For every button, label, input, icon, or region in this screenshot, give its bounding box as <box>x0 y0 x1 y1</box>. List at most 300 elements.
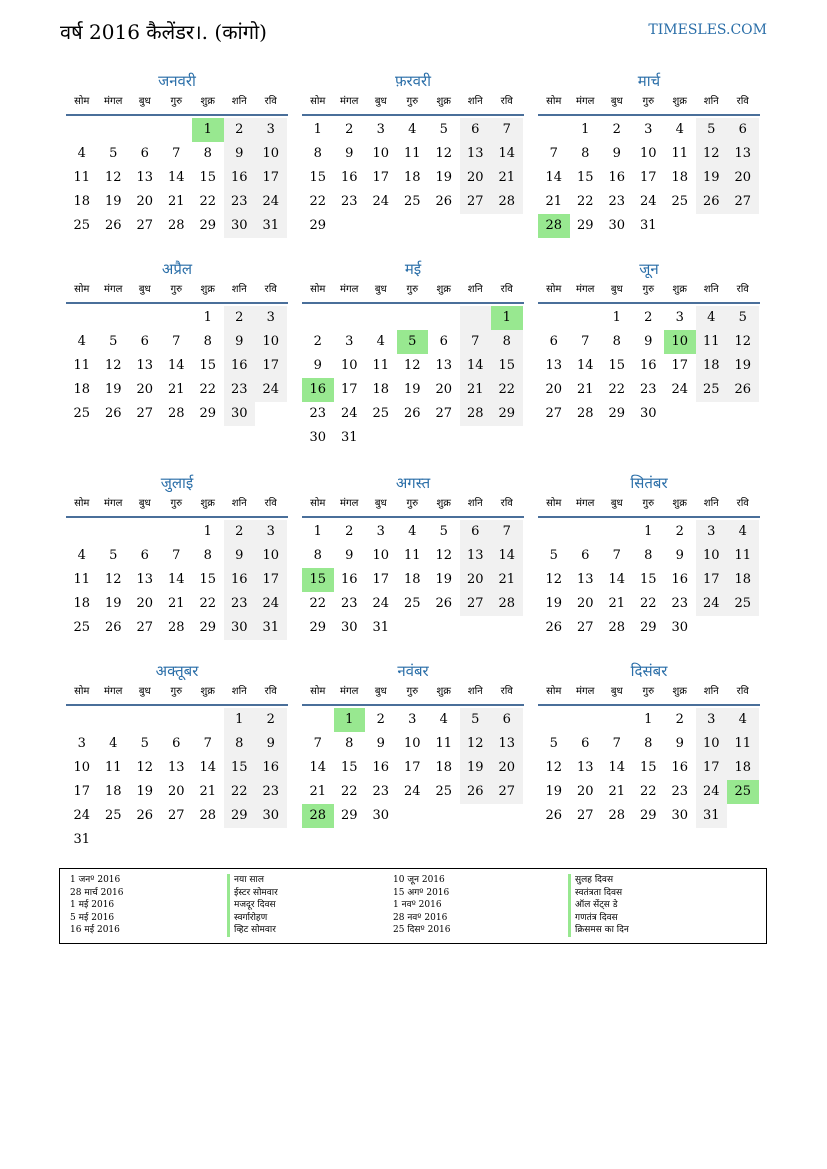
day-cell[interactable]: 21 <box>199 784 217 799</box>
day-cell[interactable]: 28 <box>460 402 492 426</box>
day-cell[interactable]: 21 <box>576 382 594 397</box>
day-cell[interactable]: 6 <box>439 334 448 349</box>
day-cell[interactable]: 21 <box>491 166 523 190</box>
day-cell[interactable]: 21 <box>608 596 626 611</box>
day-cell[interactable]: 2 <box>376 712 385 727</box>
day-cell[interactable]: 1 <box>612 310 621 325</box>
day-cell[interactable]: 24 <box>255 378 287 402</box>
day-cell[interactable]: 26 <box>104 218 122 233</box>
day-cell[interactable]: 1 <box>192 118 224 142</box>
day-cell[interactable]: 2 <box>612 122 621 137</box>
day-cell[interactable]: 29 <box>199 620 217 635</box>
day-cell[interactable]: 20 <box>167 784 185 799</box>
day-cell[interactable]: 26 <box>727 378 759 402</box>
day-cell[interactable]: 31 <box>372 620 390 635</box>
day-cell[interactable]: 9 <box>675 736 684 751</box>
day-cell[interactable]: 31 <box>340 430 358 445</box>
day-cell[interactable]: 24 <box>696 592 728 616</box>
day-cell[interactable]: 23 <box>671 784 689 799</box>
day-cell[interactable]: 29 <box>199 218 217 233</box>
day-cell[interactable]: 17 <box>372 572 390 587</box>
day-cell[interactable]: 14 <box>167 170 185 185</box>
day-cell[interactable]: 14 <box>608 760 626 775</box>
day-cell[interactable]: 18 <box>73 596 91 611</box>
day-cell[interactable]: 8 <box>203 548 212 563</box>
day-cell[interactable]: 14 <box>545 170 563 185</box>
day-cell[interactable]: 28 <box>302 804 334 828</box>
day-cell[interactable]: 30 <box>224 402 256 426</box>
day-cell[interactable]: 12 <box>104 358 122 373</box>
day-cell[interactable]: 27 <box>136 620 154 635</box>
day-cell[interactable]: 7 <box>172 548 181 563</box>
day-cell[interactable]: 26 <box>545 620 563 635</box>
day-cell[interactable]: 16 <box>224 166 256 190</box>
day-cell[interactable]: 26 <box>460 780 492 804</box>
day-cell[interactable]: 15 <box>491 354 523 378</box>
day-cell[interactable]: 16 <box>302 378 334 402</box>
day-cell[interactable]: 4 <box>408 122 417 137</box>
day-cell[interactable]: 12 <box>696 142 728 166</box>
day-cell[interactable]: 15 <box>608 358 626 373</box>
day-cell[interactable]: 29 <box>199 406 217 421</box>
day-cell[interactable]: 1 <box>581 122 590 137</box>
day-cell[interactable]: 12 <box>545 572 563 587</box>
day-cell[interactable]: 12 <box>460 732 492 756</box>
day-cell[interactable]: 26 <box>104 620 122 635</box>
day-cell[interactable]: 13 <box>576 572 594 587</box>
day-cell[interactable]: 23 <box>224 190 256 214</box>
day-cell[interactable]: 13 <box>460 544 492 568</box>
day-cell[interactable]: 9 <box>255 732 287 756</box>
day-cell[interactable]: 5 <box>140 736 149 751</box>
day-cell[interactable]: 7 <box>313 736 322 751</box>
day-cell[interactable]: 25 <box>671 194 689 209</box>
day-cell[interactable]: 19 <box>104 194 122 209</box>
day-cell[interactable]: 17 <box>696 568 728 592</box>
day-cell[interactable]: 6 <box>140 334 149 349</box>
day-cell[interactable]: 5 <box>439 122 448 137</box>
day-cell[interactable]: 7 <box>460 330 492 354</box>
day-cell[interactable]: 2 <box>255 708 287 732</box>
day-cell[interactable]: 6 <box>491 708 523 732</box>
day-cell[interactable]: 8 <box>345 736 354 751</box>
day-cell[interactable]: 22 <box>224 780 256 804</box>
day-cell[interactable]: 10 <box>255 142 287 166</box>
day-cell[interactable]: 4 <box>77 548 86 563</box>
day-cell[interactable]: 1 <box>491 306 523 330</box>
day-cell[interactable]: 20 <box>136 194 154 209</box>
day-cell[interactable]: 19 <box>435 170 453 185</box>
day-cell[interactable]: 12 <box>435 548 453 563</box>
day-cell[interactable]: 10 <box>372 548 390 563</box>
day-cell[interactable]: 6 <box>460 520 492 544</box>
day-cell[interactable]: 30 <box>309 430 327 445</box>
day-cell[interactable]: 7 <box>491 118 523 142</box>
day-cell[interactable]: 10 <box>340 358 358 373</box>
day-cell[interactable]: 27 <box>491 780 523 804</box>
day-cell[interactable]: 7 <box>172 334 181 349</box>
day-cell[interactable]: 28 <box>491 592 523 616</box>
day-cell[interactable]: 6 <box>581 736 590 751</box>
day-cell[interactable]: 13 <box>545 358 563 373</box>
day-cell[interactable]: 2 <box>675 712 684 727</box>
day-cell[interactable]: 22 <box>340 784 358 799</box>
day-cell[interactable]: 4 <box>109 736 118 751</box>
day-cell[interactable]: 11 <box>727 732 759 756</box>
day-cell[interactable]: 14 <box>167 572 185 587</box>
day-cell[interactable]: 26 <box>403 406 421 421</box>
day-cell[interactable]: 13 <box>435 358 453 373</box>
day-cell[interactable]: 19 <box>403 382 421 397</box>
day-cell[interactable]: 11 <box>727 544 759 568</box>
day-cell[interactable]: 20 <box>727 166 759 190</box>
day-cell[interactable]: 20 <box>136 382 154 397</box>
day-cell[interactable]: 21 <box>460 378 492 402</box>
day-cell[interactable]: 25 <box>435 784 453 799</box>
day-cell[interactable]: 9 <box>224 142 256 166</box>
day-cell[interactable]: 13 <box>491 732 523 756</box>
day-cell[interactable]: 23 <box>671 596 689 611</box>
day-cell[interactable]: 15 <box>340 760 358 775</box>
day-cell[interactable]: 14 <box>167 358 185 373</box>
day-cell[interactable]: 14 <box>608 572 626 587</box>
day-cell[interactable]: 9 <box>224 544 256 568</box>
day-cell[interactable]: 11 <box>73 572 91 587</box>
day-cell[interactable]: 15 <box>199 358 217 373</box>
day-cell[interactable]: 30 <box>671 620 689 635</box>
day-cell[interactable]: 13 <box>136 358 154 373</box>
day-cell[interactable]: 28 <box>199 808 217 823</box>
day-cell[interactable]: 25 <box>727 592 759 616</box>
day-cell[interactable]: 1 <box>644 524 653 539</box>
day-cell[interactable]: 27 <box>136 406 154 421</box>
day-cell[interactable]: 21 <box>309 784 327 799</box>
day-cell[interactable]: 3 <box>408 712 417 727</box>
day-cell[interactable]: 30 <box>639 406 657 421</box>
day-cell[interactable]: 30 <box>608 218 626 233</box>
day-cell[interactable]: 23 <box>372 784 390 799</box>
day-cell[interactable]: 3 <box>376 524 385 539</box>
day-cell[interactable]: 31 <box>255 616 287 640</box>
day-cell[interactable]: 8 <box>224 732 256 756</box>
day-cell[interactable]: 4 <box>696 306 728 330</box>
day-cell[interactable]: 25 <box>403 194 421 209</box>
day-cell[interactable]: 10 <box>696 544 728 568</box>
day-cell[interactable]: 17 <box>403 760 421 775</box>
day-cell[interactable]: 29 <box>491 402 523 426</box>
day-cell[interactable]: 13 <box>727 142 759 166</box>
day-cell[interactable]: 22 <box>491 378 523 402</box>
day-cell[interactable]: 27 <box>136 218 154 233</box>
day-cell[interactable]: 8 <box>313 146 322 161</box>
day-cell[interactable]: 19 <box>435 572 453 587</box>
day-cell[interactable]: 11 <box>73 170 91 185</box>
day-cell[interactable]: 29 <box>340 808 358 823</box>
day-cell[interactable]: 28 <box>608 620 626 635</box>
day-cell[interactable]: 11 <box>671 146 689 161</box>
day-cell[interactable]: 4 <box>727 708 759 732</box>
day-cell[interactable]: 12 <box>403 358 421 373</box>
day-cell[interactable]: 25 <box>73 406 91 421</box>
day-cell[interactable]: 2 <box>345 122 354 137</box>
day-cell[interactable]: 5 <box>460 708 492 732</box>
day-cell[interactable]: 26 <box>104 406 122 421</box>
day-cell[interactable]: 21 <box>608 784 626 799</box>
day-cell[interactable]: 16 <box>340 170 358 185</box>
day-cell[interactable]: 8 <box>203 146 212 161</box>
day-cell[interactable]: 11 <box>403 548 421 563</box>
day-cell[interactable]: 6 <box>460 118 492 142</box>
day-cell[interactable]: 28 <box>538 214 570 238</box>
day-cell[interactable]: 21 <box>491 568 523 592</box>
day-cell[interactable]: 3 <box>255 118 287 142</box>
day-cell[interactable]: 11 <box>435 736 453 751</box>
day-cell[interactable]: 30 <box>224 616 256 640</box>
day-cell[interactable]: 14 <box>491 142 523 166</box>
day-cell[interactable]: 9 <box>376 736 385 751</box>
day-cell[interactable]: 21 <box>167 596 185 611</box>
day-cell[interactable]: 24 <box>403 784 421 799</box>
day-cell[interactable]: 10 <box>403 736 421 751</box>
day-cell[interactable]: 25 <box>73 620 91 635</box>
day-cell[interactable]: 12 <box>104 170 122 185</box>
day-cell[interactable]: 3 <box>77 736 86 751</box>
day-cell[interactable]: 1 <box>203 310 212 325</box>
day-cell[interactable]: 25 <box>372 406 390 421</box>
day-cell[interactable]: 3 <box>675 310 684 325</box>
day-cell[interactable]: 5 <box>549 548 558 563</box>
day-cell[interactable]: 3 <box>696 708 728 732</box>
day-cell[interactable]: 18 <box>73 194 91 209</box>
day-cell[interactable]: 19 <box>545 784 563 799</box>
day-cell[interactable]: 19 <box>104 596 122 611</box>
day-cell[interactable]: 7 <box>491 520 523 544</box>
day-cell[interactable]: 18 <box>727 756 759 780</box>
day-cell[interactable]: 23 <box>340 194 358 209</box>
day-cell[interactable]: 27 <box>460 190 492 214</box>
day-cell[interactable]: 21 <box>545 194 563 209</box>
day-cell[interactable]: 25 <box>73 218 91 233</box>
day-cell[interactable]: 16 <box>372 760 390 775</box>
day-cell[interactable]: 18 <box>403 170 421 185</box>
day-cell[interactable]: 16 <box>639 358 657 373</box>
day-cell[interactable]: 14 <box>199 760 217 775</box>
day-cell[interactable]: 18 <box>372 382 390 397</box>
day-cell[interactable]: 19 <box>136 784 154 799</box>
day-cell[interactable]: 3 <box>345 334 354 349</box>
day-cell[interactable]: 14 <box>491 544 523 568</box>
day-cell[interactable]: 5 <box>109 334 118 349</box>
day-cell[interactable]: 24 <box>372 194 390 209</box>
day-cell[interactable]: 21 <box>167 194 185 209</box>
day-cell[interactable]: 26 <box>545 808 563 823</box>
day-cell[interactable]: 13 <box>460 142 492 166</box>
day-cell[interactable]: 10 <box>255 330 287 354</box>
day-cell[interactable]: 4 <box>77 334 86 349</box>
brand-link[interactable]: TIMESLES.COM <box>648 22 767 38</box>
day-cell[interactable]: 27 <box>167 808 185 823</box>
day-cell[interactable]: 4 <box>77 146 86 161</box>
day-cell[interactable]: 3 <box>255 520 287 544</box>
day-cell[interactable]: 14 <box>576 358 594 373</box>
day-cell[interactable]: 29 <box>224 804 256 828</box>
day-cell[interactable]: 20 <box>435 382 453 397</box>
day-cell[interactable]: 13 <box>136 170 154 185</box>
day-cell[interactable]: 12 <box>727 330 759 354</box>
day-cell[interactable]: 20 <box>545 382 563 397</box>
day-cell[interactable]: 12 <box>435 146 453 161</box>
day-cell[interactable]: 20 <box>460 166 492 190</box>
day-cell[interactable]: 17 <box>255 166 287 190</box>
day-cell[interactable]: 16 <box>340 572 358 587</box>
day-cell[interactable]: 18 <box>435 760 453 775</box>
day-cell[interactable]: 25 <box>696 378 728 402</box>
day-cell[interactable]: 19 <box>460 756 492 780</box>
day-cell[interactable]: 17 <box>340 382 358 397</box>
day-cell[interactable]: 30 <box>255 804 287 828</box>
day-cell[interactable]: 24 <box>255 190 287 214</box>
day-cell[interactable]: 20 <box>576 784 594 799</box>
day-cell[interactable]: 29 <box>576 218 594 233</box>
day-cell[interactable]: 15 <box>302 568 334 592</box>
day-cell[interactable]: 9 <box>644 334 653 349</box>
day-cell[interactable]: 9 <box>313 358 322 373</box>
day-cell[interactable]: 11 <box>73 358 91 373</box>
day-cell[interactable]: 31 <box>696 804 728 828</box>
day-cell[interactable]: 26 <box>136 808 154 823</box>
day-cell[interactable]: 5 <box>549 736 558 751</box>
day-cell[interactable]: 22 <box>639 784 657 799</box>
day-cell[interactable]: 28 <box>608 808 626 823</box>
day-cell[interactable]: 22 <box>309 194 327 209</box>
day-cell[interactable]: 29 <box>309 218 327 233</box>
day-cell[interactable]: 5 <box>727 306 759 330</box>
day-cell[interactable]: 7 <box>612 548 621 563</box>
day-cell[interactable]: 2 <box>224 520 256 544</box>
day-cell[interactable]: 11 <box>104 760 122 775</box>
day-cell[interactable]: 15 <box>199 170 217 185</box>
day-cell[interactable]: 4 <box>376 334 385 349</box>
day-cell[interactable]: 2 <box>644 310 653 325</box>
day-cell[interactable]: 1 <box>203 524 212 539</box>
day-cell[interactable]: 16 <box>224 568 256 592</box>
day-cell[interactable]: 12 <box>136 760 154 775</box>
day-cell[interactable]: 2 <box>313 334 322 349</box>
day-cell[interactable]: 17 <box>372 170 390 185</box>
day-cell[interactable]: 18 <box>727 568 759 592</box>
day-cell[interactable]: 27 <box>727 190 759 214</box>
day-cell[interactable]: 15 <box>224 756 256 780</box>
day-cell[interactable]: 1 <box>334 708 366 732</box>
day-cell[interactable]: 6 <box>140 548 149 563</box>
day-cell[interactable]: 28 <box>167 218 185 233</box>
day-cell[interactable]: 10 <box>73 760 91 775</box>
day-cell[interactable]: 1 <box>224 708 256 732</box>
day-cell[interactable]: 12 <box>545 760 563 775</box>
day-cell[interactable]: 6 <box>549 334 558 349</box>
day-cell[interactable]: 24 <box>671 382 689 397</box>
day-cell[interactable]: 4 <box>439 712 448 727</box>
day-cell[interactable]: 5 <box>439 524 448 539</box>
day-cell[interactable]: 1 <box>644 712 653 727</box>
day-cell[interactable]: 16 <box>671 760 689 775</box>
day-cell[interactable]: 24 <box>73 808 91 823</box>
day-cell[interactable]: 1 <box>313 122 322 137</box>
day-cell[interactable]: 12 <box>104 572 122 587</box>
day-cell[interactable]: 4 <box>408 524 417 539</box>
day-cell[interactable]: 16 <box>255 756 287 780</box>
day-cell[interactable]: 14 <box>460 354 492 378</box>
day-cell[interactable]: 5 <box>109 146 118 161</box>
day-cell[interactable]: 18 <box>73 382 91 397</box>
day-cell[interactable]: 3 <box>255 306 287 330</box>
day-cell[interactable]: 6 <box>727 118 759 142</box>
day-cell[interactable]: 21 <box>167 382 185 397</box>
day-cell[interactable]: 24 <box>255 592 287 616</box>
day-cell[interactable]: 19 <box>104 382 122 397</box>
day-cell[interactable]: 24 <box>639 194 657 209</box>
day-cell[interactable]: 20 <box>491 756 523 780</box>
day-cell[interactable]: 15 <box>309 170 327 185</box>
day-cell[interactable]: 19 <box>727 354 759 378</box>
day-cell[interactable]: 6 <box>172 736 181 751</box>
day-cell[interactable]: 28 <box>167 620 185 635</box>
day-cell[interactable]: 8 <box>644 736 653 751</box>
day-cell[interactable]: 22 <box>608 382 626 397</box>
day-cell[interactable]: 15 <box>576 170 594 185</box>
day-cell[interactable]: 2 <box>224 306 256 330</box>
day-cell[interactable]: 20 <box>460 568 492 592</box>
day-cell[interactable]: 23 <box>255 780 287 804</box>
day-cell[interactable]: 16 <box>608 170 626 185</box>
day-cell[interactable]: 15 <box>199 572 217 587</box>
day-cell[interactable]: 6 <box>581 548 590 563</box>
day-cell[interactable]: 17 <box>73 784 91 799</box>
day-cell[interactable]: 10 <box>664 330 696 354</box>
day-cell[interactable]: 26 <box>435 596 453 611</box>
day-cell[interactable]: 31 <box>255 214 287 238</box>
day-cell[interactable]: 5 <box>696 118 728 142</box>
day-cell[interactable]: 8 <box>313 548 322 563</box>
day-cell[interactable]: 15 <box>639 572 657 587</box>
day-cell[interactable]: 11 <box>372 358 390 373</box>
day-cell[interactable]: 28 <box>167 406 185 421</box>
day-cell[interactable]: 6 <box>140 146 149 161</box>
day-cell[interactable]: 27 <box>460 592 492 616</box>
day-cell[interactable]: 10 <box>255 544 287 568</box>
day-cell[interactable]: 24 <box>696 780 728 804</box>
day-cell[interactable]: 17 <box>255 568 287 592</box>
day-cell[interactable]: 9 <box>612 146 621 161</box>
day-cell[interactable]: 2 <box>675 524 684 539</box>
day-cell[interactable]: 22 <box>309 596 327 611</box>
day-cell[interactable]: 30 <box>224 214 256 238</box>
day-cell[interactable]: 23 <box>608 194 626 209</box>
day-cell[interactable]: 19 <box>545 596 563 611</box>
day-cell[interactable]: 14 <box>309 760 327 775</box>
day-cell[interactable]: 28 <box>576 406 594 421</box>
day-cell[interactable]: 7 <box>549 146 558 161</box>
day-cell[interactable]: 24 <box>340 406 358 421</box>
day-cell[interactable]: 10 <box>639 146 657 161</box>
day-cell[interactable]: 25 <box>104 808 122 823</box>
day-cell[interactable]: 7 <box>203 736 212 751</box>
day-cell[interactable]: 31 <box>639 218 657 233</box>
day-cell[interactable]: 17 <box>255 354 287 378</box>
day-cell[interactable]: 30 <box>340 620 358 635</box>
day-cell[interactable]: 18 <box>696 354 728 378</box>
day-cell[interactable]: 11 <box>696 330 728 354</box>
